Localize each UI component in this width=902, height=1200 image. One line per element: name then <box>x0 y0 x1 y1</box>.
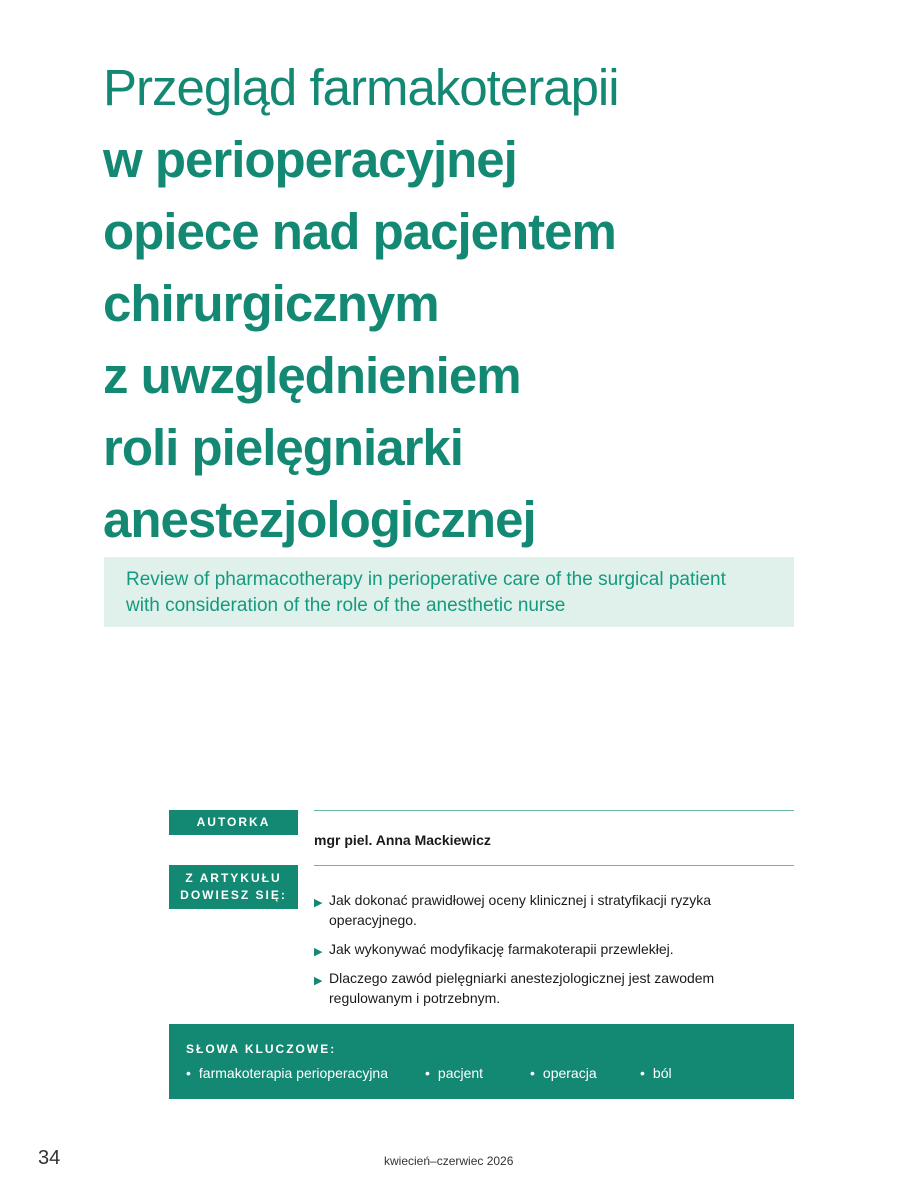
list-item-text: Dlaczego zawód pielęgniarki anestezjologicznej jest zawodem regulowanym i potrzebnym. <box>329 970 715 1006</box>
english-subtitle <box>104 557 794 627</box>
subtitle-line: Review of pharmacotherapy in perioperative care of the surgical patient <box>126 569 726 590</box>
keyword <box>640 1065 672 1081</box>
title-line: opiece nad pacjentem <box>103 203 616 260</box>
author-label: AUTORKA <box>169 810 298 835</box>
arrow-bullet-icon: ▶ <box>314 897 323 909</box>
article-title <box>103 52 823 556</box>
list-item <box>314 939 794 959</box>
keyword <box>530 1065 597 1081</box>
subtitle-line: with consideration of the role of the anesthetic nurse <box>126 595 566 616</box>
keyword-text: farmakoterapia perioperacyjna <box>198 1065 389 1081</box>
bullet-dot-icon: • <box>640 1065 645 1081</box>
arrow-bullet-icon: ▶ <box>314 946 323 958</box>
keywords-title: SŁOWA KLUCZOWE: <box>186 1042 337 1056</box>
divider <box>314 810 794 811</box>
page-number: 34 <box>38 1147 61 1169</box>
list-item-text: Jak wykonywać modyfikację farmakoterapii przewlekłej. <box>329 941 674 957</box>
list-item <box>314 890 794 930</box>
bullet-dot-icon: • <box>530 1065 535 1081</box>
arrow-bullet-icon: ▶ <box>314 975 323 987</box>
author-name: mgr piel. Anna Mackiewicz <box>314 832 491 848</box>
learn-label-line: DOWIESZ SIĘ: <box>180 888 287 902</box>
title-line: w perioperacyjnej <box>103 131 517 188</box>
title-line: chirurgicznym <box>103 275 439 332</box>
divider <box>314 865 794 866</box>
keyword-text: ból <box>652 1065 672 1081</box>
keyword <box>425 1065 483 1081</box>
title-line: z uwzględnieniem <box>103 347 521 404</box>
title-line: roli pielęgniarki <box>103 419 463 476</box>
learn-label-line: Z ARTYKUŁU <box>185 871 282 885</box>
list-item <box>314 968 794 1008</box>
keyword-text: operacja <box>542 1065 597 1081</box>
learn-list <box>314 890 794 1017</box>
learn-label <box>169 865 298 909</box>
keywords-box <box>169 1024 794 1099</box>
list-item-text: Jak dokonać prawidłowej oceny klinicznej i stratyfikacji ryzyka operacyjnego. <box>329 892 712 928</box>
bullet-dot-icon: • <box>425 1065 430 1081</box>
bullet-dot-icon: • <box>186 1065 191 1081</box>
title-line: Przegląd farmakoterapii <box>103 59 619 116</box>
issue-date: kwiecień–czerwiec 2026 <box>384 1154 514 1168</box>
title-line: anestezjologicznej <box>103 491 536 548</box>
keyword-text: pacjent <box>437 1065 484 1081</box>
keyword <box>186 1065 388 1081</box>
